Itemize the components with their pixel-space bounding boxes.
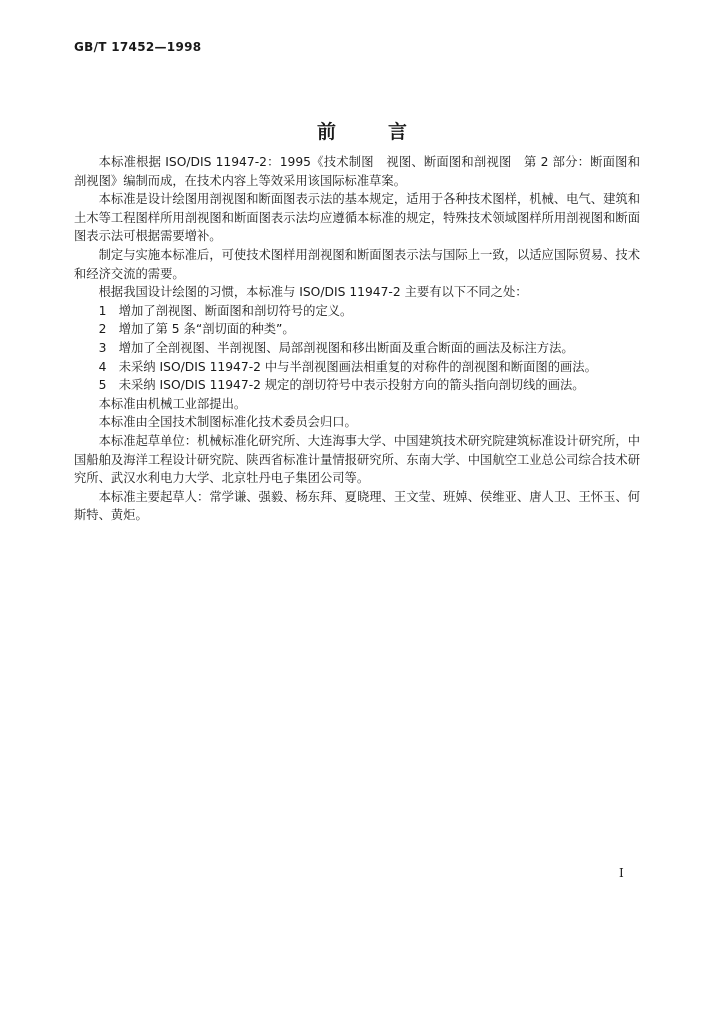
paragraph-drafters: 本标准主要起草人：常学谦、强毅、杨东拜、夏晓理、王文莹、班婥、侯维亚、唐人卫、王怀玉、何斯特、黄炬。: [74, 489, 640, 523]
difference-item-3: 3 增加了全剖视图、半剖视图、局部剖视图和移出断面及重合断面的画法及标注方法。: [98, 340, 574, 355]
page-number: I: [619, 866, 624, 880]
paragraph-drafting-units: 本标准起草单位：机械标准化研究所、大连海事大学、中国建筑技术研究院建筑标准设计研究所，中国船舶及海洋工程设计研究院、陕西省标准计量情报研究所、东南大学、中国航空工业总公司综合技术研究所、武汉水利电力大学、北京牡丹电子集团公司等。: [74, 433, 640, 486]
standard-code-header: GB/T 17452—1998: [74, 40, 202, 54]
page-title: 前言: [316, 121, 459, 143]
difference-item-5: 5 未采纳 ISO/DIS 11947-2 规定的剖切符号中表示投射方向的箭头指向剖切线的画法。: [98, 378, 585, 393]
paragraph-basis: 本标准根据 ISO/DIS 11947-2：1995《技术制图 视图、断面图和剖视图 第 2 部分：断面图和剖视图》编制而成，在技术内容上等效采用该国际标准草案。: [74, 155, 640, 188]
difference-item-1: 1 增加了剖视图、断面图和剖切符号的定义。: [98, 303, 353, 318]
difference-item-4: 4 未采纳 ISO/DIS 11947-2 中与半剖视图画法相重复的对称件的剖视图和断面图的画法。: [98, 359, 597, 374]
paragraph-proposer: 本标准由机械工业部提出。: [98, 396, 247, 411]
paragraph-purpose: 制定与实施本标准后，可使技术图样用剖视图和断面图表示法与国际上一致，以适应国际贸易、技术和经济交流的需要。: [74, 247, 640, 281]
paragraph-differences-intro: 根据我国设计绘图的习惯，本标准与 ISO/DIS 11947-2 主要有以下不同之处：: [98, 285, 528, 300]
difference-item-2: 2 增加了第 5 条“剖切面的种类”。: [98, 322, 295, 337]
paragraph-responsible-committee: 本标准由全国技术制图标准化技术委员会归口。: [98, 415, 357, 430]
foreword-body: [74, 153, 640, 525]
paragraph-scope: 本标准是设计绘图用剖视图和断面图表示法的基本规定，适用于各种技术图样，机械、电气、建筑和土木等工程图样所用剖视图和断面图表示法均应遵循本标准的规定，特殊技术领域图样所用剖视图和断面图表示法可根据需要增补。: [74, 192, 640, 244]
